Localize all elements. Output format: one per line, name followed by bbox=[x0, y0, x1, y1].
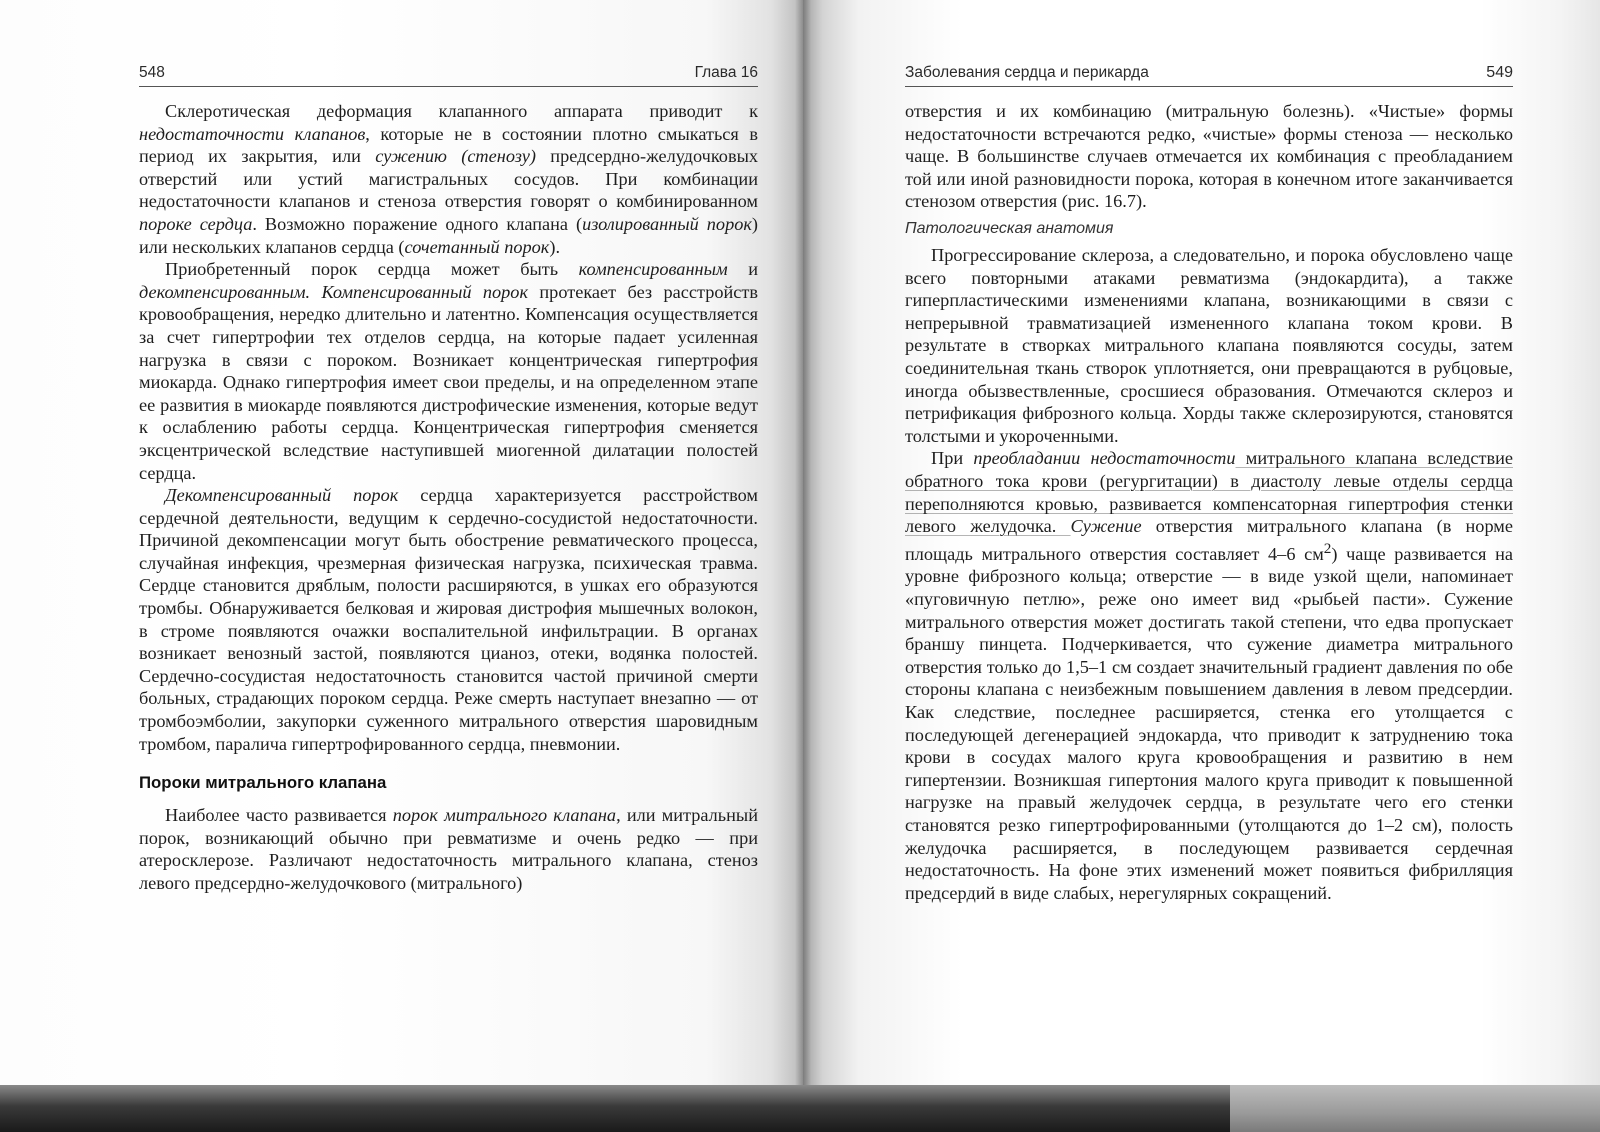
right-body-text bbox=[905, 100, 1513, 904]
italic-term: пороке сердца bbox=[139, 213, 253, 234]
left-running-head bbox=[139, 62, 758, 87]
text-run: митрального клапана вследствие обратного тока крови (регургитации) в диастолу левые отделы сердца переполняются кровью, развивается компенсаторная гипертрофия стенки левого желудочка. bbox=[905, 448, 1513, 537]
italic-term: недостаточности клапанов bbox=[139, 123, 366, 144]
text-run: сердца характеризуется расстройством сердечной деятельности, ведущим к сердечно-сосудистой недостаточности. Причиной декомпенсации могут быть обострение ревматического процесса, случайная инфекция, чрезмерная физическая нагрузка, психическая травма. Сердце становится дряблым, полости расширяются, в ушках его образуются тромбы. Обнаруживается белковая и жировая дистрофия мышечных волокон, в строме появляются очажки воспалительной инфильтрации. В органах возникает венозный застой, появляются цианоз, отеки, водянка полостей. Сердечно-сосудистая недостаточность становится частой причиной смерти больных, страдающих пороком сердца. Реже смерть наступает внезапно — от тромбоэмболии, закупорки суженного митрального отверстия шаровидным тромбом, паралича гипертрофированного сердца, пневмонии. bbox=[139, 485, 759, 754]
paragraph bbox=[139, 100, 758, 258]
paragraph: отверстия и их комбинацию (митральную болезнь). «Чистые» формы недостаточности встречаются редко, «чистые» формы стеноза — несколько чаще. В большинстве случаев отмечается их комбинация с преобладанием той или иной разновидности порока, которая в конечном итоге заканчивается стенозом отверстия (рис. 16.7). bbox=[905, 101, 1513, 212]
paragraph bbox=[139, 258, 758, 484]
italic-term: преобладании недостаточности bbox=[973, 448, 1236, 469]
paragraph bbox=[905, 447, 1513, 904]
text-run: ) чаще развивается на уровне фиброзного кольца; отверстие — в виде узкой щели, напоминает «пуговичную петлю», реже оно имеет вид «рыбьей пасти». Сужение митрального отверстия может достигать такой степени, что едва пропускает браншу пинцета. Подчеркивается, что сужение диаметра митрального отверстия только до 1,5–1 см создает значительный градиент давления по обе стороны клапана с неизбежным повышением давления в левом предсердии. Как следствие, последнее расширяется, стенка его утолщается с последующей дегенерацией эндокарда, что приводит к затруднению тока крови в сосудах малого круга кровообращения и развитию в нем гипертензии. Возникшая гипертония малого круга приводит к повышенной нагрузке на правый желудочек сердца, в результате чего его стенки становятся резко гипертрофированными (утолщаются до 1–2 см), полость желудочка расширяется, в последующем развивается сердечная недостаточность. На фоне этих изменений может появиться фибрилляция предсердий в виде слабых, нерегулярных сокращений. bbox=[905, 543, 1513, 903]
text-run: . Возможно поражение одного клапана ( bbox=[252, 213, 583, 234]
text-run: и bbox=[727, 259, 758, 280]
italic-term: изолированный порок bbox=[582, 213, 752, 234]
superscript: 2 bbox=[1323, 539, 1332, 557]
italic-term: Сужение bbox=[1070, 516, 1142, 537]
subsection-heading: Патологическая анатомия bbox=[905, 219, 1114, 237]
text-run: протекает без расстройств кровообращения, нередко длительно и латентно. Компенсация осуществляется за счет гипертрофии тех отделов сердца, на которые падает усиленная нагрузка в связи с пороком. Возникает концентрическая гипертрофия миокарда. Однако гипертрофия имеет свои пределы, и на определенном этапе ее развития в миокарде появляются дистрофические изменения, которые ведут к ослаблению работы сердца. Концентрическая гипертрофия сменяется эксцентрической вследствие наступившей миогенной дилатации полостей сердца. bbox=[139, 281, 758, 483]
text-run: отверстия митрального клапана (в норме площадь митрального отверстия составляет 4–6 см bbox=[905, 516, 1513, 564]
italic-term: сочетанный порок bbox=[404, 236, 550, 257]
text-run: Приобретенный порок сердца может быть bbox=[165, 259, 579, 280]
paragraph bbox=[139, 804, 758, 894]
text-run: Наиболее часто развивается bbox=[165, 805, 393, 826]
paragraph: Прогрессирование склероза, а следовательно, и порока обусловлено чаще всего повторными атаками ревматизма (эндокардита), а также гиперпластическими изменениями клапана, возникающими в связи с непрерывной травматизацией измененного клапана током крови. В результате в створках митрального клапана появляются сосуды, затем соединительная ткань створок уплотняется, они превращаются в рубцовые, иногда обызвествленные, сросшиеся образования. Отмечаются склероз и петрификация фиброзного кольца. Хорды также склерозируются, становятся толстыми и укороченными. bbox=[905, 244, 1513, 446]
left-page bbox=[0, 0, 803, 1085]
text-run: предсердно-желудочковых отверстий или устий магистральных сосудов. При комбинации недостаточности клапанов и стеноза отверстия говорят о комбинированном bbox=[139, 146, 758, 212]
page-number: 548 bbox=[139, 64, 165, 81]
text-run: ) или нескольких клапанов сердца ( bbox=[139, 213, 758, 257]
italic-term: сужению (стенозу) bbox=[375, 146, 536, 167]
italic-term: компенсированным bbox=[578, 259, 728, 280]
text-run: , или митральный порок, возникающий обычно при ревматизме и очень редко — при атеросклерозе. Различают недостаточность митрального клапана, стеноз левого предсердно-желудочкового (митрального) bbox=[139, 805, 758, 893]
text-run: При bbox=[931, 448, 974, 469]
right-running-head bbox=[905, 62, 1513, 87]
paragraph bbox=[139, 484, 758, 755]
page-number: 549 bbox=[1486, 64, 1513, 81]
text-run: Склеротическая деформация клапанного аппарата приводит к bbox=[165, 101, 758, 121]
italic-term: порок митрального клапана bbox=[392, 805, 617, 826]
right-page bbox=[803, 0, 1600, 1085]
left-body-text bbox=[139, 100, 758, 895]
chapter-title: Глава 16 bbox=[694, 64, 758, 81]
text-run: , которые не в состоянии плотно смыкаться в период их закрытия, или bbox=[139, 123, 758, 167]
section-heading: Пороки митрального клапана bbox=[139, 773, 387, 793]
chapter-title: Заболевания сердца и перикарда bbox=[905, 64, 1149, 81]
italic-term: Декомпенсированный порок bbox=[165, 485, 399, 506]
scan-bottom-shadow bbox=[0, 1085, 1600, 1132]
text-run: ). bbox=[549, 236, 561, 257]
book-gutter bbox=[795, 0, 811, 1085]
italic-term: декомпенсированным. Компенсированный порок bbox=[139, 281, 529, 302]
